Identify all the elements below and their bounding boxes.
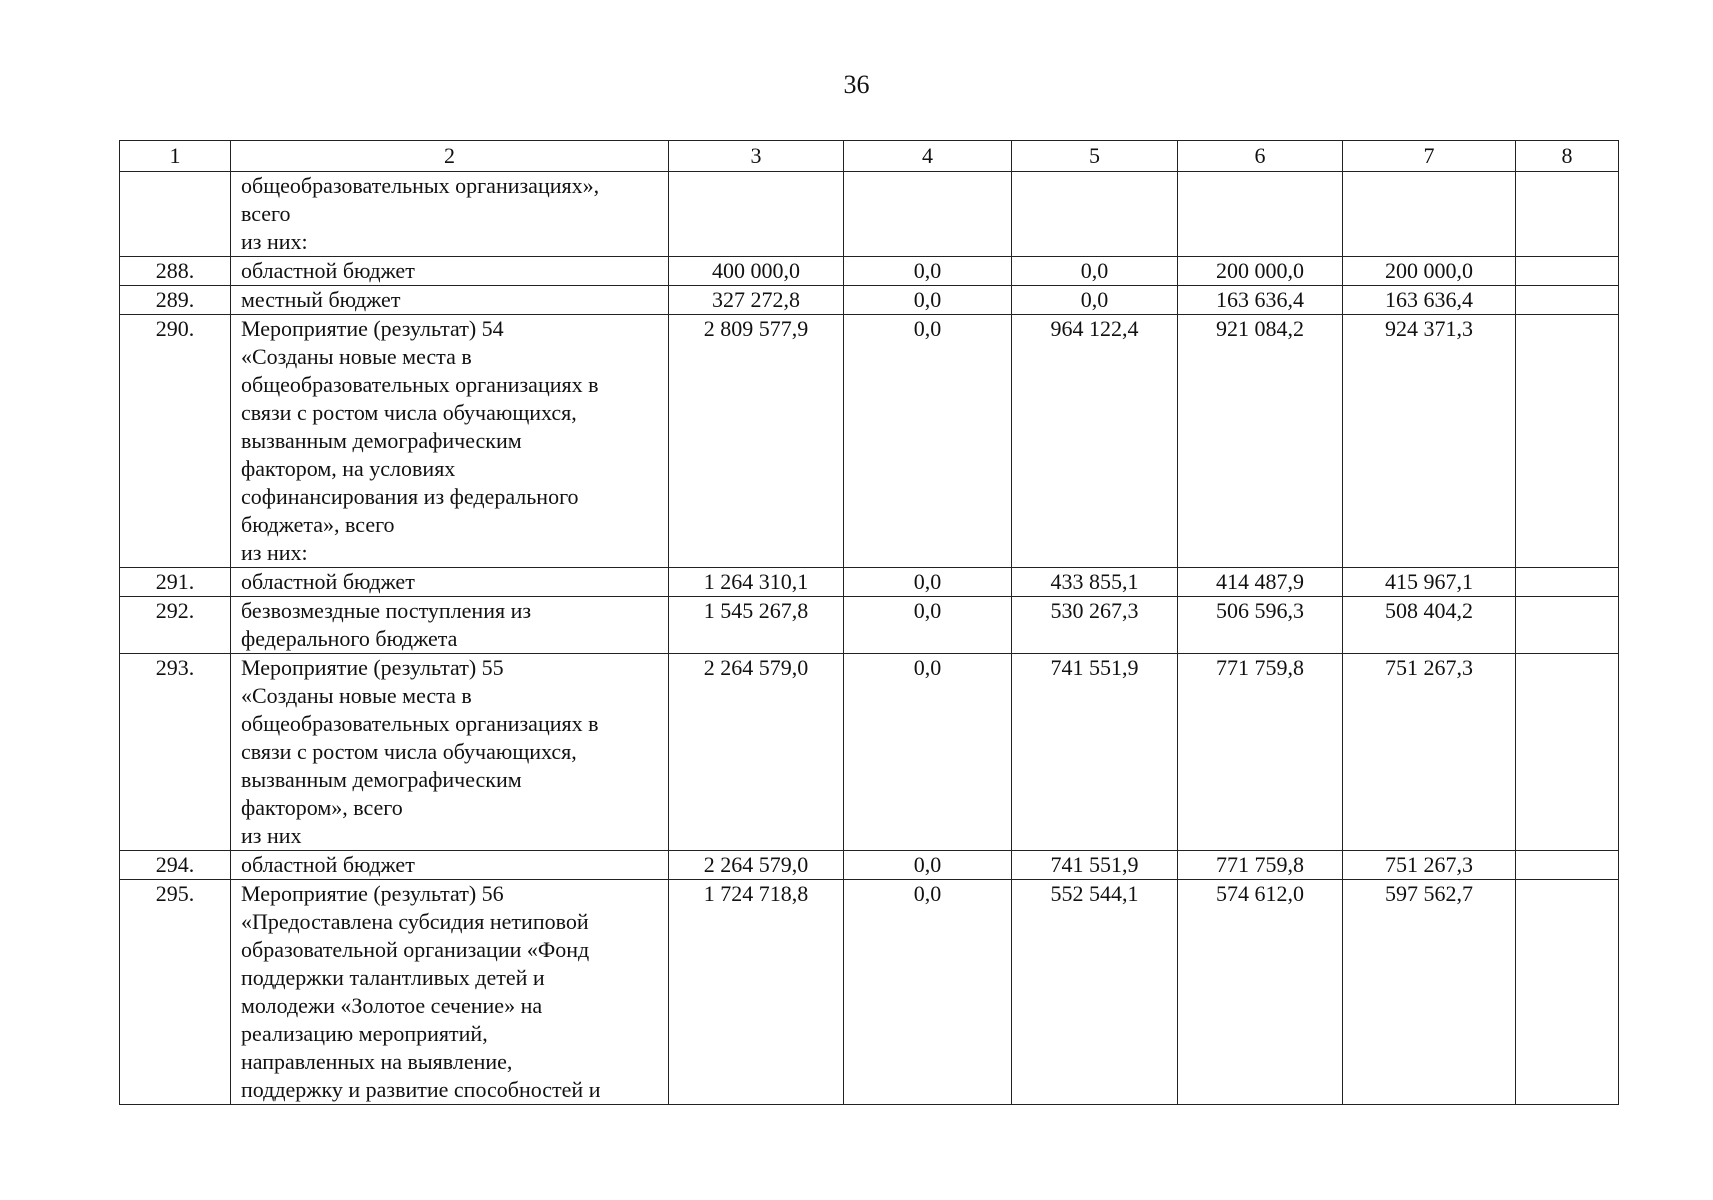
value-col-7: 508 404,2 [1343, 597, 1516, 654]
value-col-8 [1516, 315, 1619, 568]
value-col-3: 2 264 579,0 [669, 851, 844, 880]
value-col-4 [844, 172, 1012, 257]
table-row [120, 851, 1619, 880]
value-col-3 [669, 172, 844, 257]
value-col-5: 741 551,9 [1012, 851, 1178, 880]
column-header-7: 7 [1343, 141, 1516, 172]
value-col-8 [1516, 880, 1619, 1105]
row-number: 289. [120, 286, 231, 315]
value-col-7: 200 000,0 [1343, 257, 1516, 286]
table-row [120, 654, 1619, 851]
row-name: Мероприятие (результат) 54 «Созданы новые места в общеобразовательных организациях в связи с ростом числа обучающихся, вызванным демографическим фактором, на условиях софинансирования из федерального бюджета», всего из них: [231, 315, 669, 568]
value-col-6: 163 636,4 [1178, 286, 1343, 315]
value-col-6: 771 759,8 [1178, 851, 1343, 880]
value-col-4: 0,0 [844, 597, 1012, 654]
value-col-4: 0,0 [844, 851, 1012, 880]
value-col-4: 0,0 [844, 654, 1012, 851]
value-col-8 [1516, 568, 1619, 597]
row-name: местный бюджет [231, 286, 669, 315]
table-row [120, 315, 1619, 568]
row-name: безвозмездные поступления из федерального бюджета [231, 597, 669, 654]
value-col-7: 597 562,7 [1343, 880, 1516, 1105]
column-header-8: 8 [1516, 141, 1619, 172]
value-col-8 [1516, 286, 1619, 315]
row-name: Мероприятие (результат) 55 «Созданы новые места в общеобразовательных организациях в связи с ростом числа обучающихся, вызванным демографическим фактором», всего из них [231, 654, 669, 851]
value-col-3: 2 264 579,0 [669, 654, 844, 851]
row-name: областной бюджет [231, 568, 669, 597]
value-col-3: 2 809 577,9 [669, 315, 844, 568]
value-col-5: 0,0 [1012, 286, 1178, 315]
row-name: областной бюджет [231, 851, 669, 880]
value-col-5: 964 122,4 [1012, 315, 1178, 568]
row-number: 292. [120, 597, 231, 654]
value-col-6: 414 487,9 [1178, 568, 1343, 597]
value-col-8 [1516, 851, 1619, 880]
column-header-2: 2 [231, 141, 669, 172]
value-col-3: 327 272,8 [669, 286, 844, 315]
value-col-7: 751 267,3 [1343, 851, 1516, 880]
value-col-6: 771 759,8 [1178, 654, 1343, 851]
budget-table [119, 140, 1619, 1105]
value-col-6: 506 596,3 [1178, 597, 1343, 654]
column-header-4: 4 [844, 141, 1012, 172]
value-col-5: 433 855,1 [1012, 568, 1178, 597]
value-col-3: 400 000,0 [669, 257, 844, 286]
row-number: 293. [120, 654, 231, 851]
value-col-4: 0,0 [844, 286, 1012, 315]
value-col-4: 0,0 [844, 257, 1012, 286]
value-col-5: 552 544,1 [1012, 880, 1178, 1105]
value-col-8 [1516, 654, 1619, 851]
value-col-7 [1343, 172, 1516, 257]
value-col-7: 751 267,3 [1343, 654, 1516, 851]
value-col-4: 0,0 [844, 568, 1012, 597]
column-header-5: 5 [1012, 141, 1178, 172]
row-name: Мероприятие (результат) 56 «Предоставлена субсидия нетиповой образовательной организации «Фонд поддержки талантливых детей и молодежи «Золотое сечение» на реализацию мероприятий, направленных на выявление, поддержку и развитие способностей и [231, 880, 669, 1105]
column-header-1: 1 [120, 141, 231, 172]
value-col-7: 415 967,1 [1343, 568, 1516, 597]
row-number: 294. [120, 851, 231, 880]
table-row [120, 257, 1619, 286]
value-col-3: 1 264 310,1 [669, 568, 844, 597]
value-col-4: 0,0 [844, 315, 1012, 568]
value-col-8 [1516, 597, 1619, 654]
row-name: общеобразовательных организациях», всего из них: [231, 172, 669, 257]
value-col-6 [1178, 172, 1343, 257]
table-row [120, 880, 1619, 1105]
row-number [120, 172, 231, 257]
value-col-5: 530 267,3 [1012, 597, 1178, 654]
column-header-3: 3 [669, 141, 844, 172]
value-col-3: 1 724 718,8 [669, 880, 844, 1105]
value-col-6: 574 612,0 [1178, 880, 1343, 1105]
value-col-5: 0,0 [1012, 257, 1178, 286]
value-col-7: 924 371,3 [1343, 315, 1516, 568]
table-header-row [120, 141, 1619, 172]
row-number: 290. [120, 315, 231, 568]
page-number: 36 [843, 70, 870, 99]
value-col-3: 1 545 267,8 [669, 597, 844, 654]
column-header-6: 6 [1178, 141, 1343, 172]
value-col-8 [1516, 257, 1619, 286]
value-col-6: 921 084,2 [1178, 315, 1343, 568]
table-row [120, 172, 1619, 257]
row-number: 291. [120, 568, 231, 597]
table-row [120, 568, 1619, 597]
value-col-5: 741 551,9 [1012, 654, 1178, 851]
table-row [120, 286, 1619, 315]
table-row [120, 597, 1619, 654]
row-number: 295. [120, 880, 231, 1105]
row-name: областной бюджет [231, 257, 669, 286]
value-col-7: 163 636,4 [1343, 286, 1516, 315]
value-col-5 [1012, 172, 1178, 257]
value-col-4: 0,0 [844, 880, 1012, 1105]
value-col-8 [1516, 172, 1619, 257]
row-number: 288. [120, 257, 231, 286]
value-col-6: 200 000,0 [1178, 257, 1343, 286]
